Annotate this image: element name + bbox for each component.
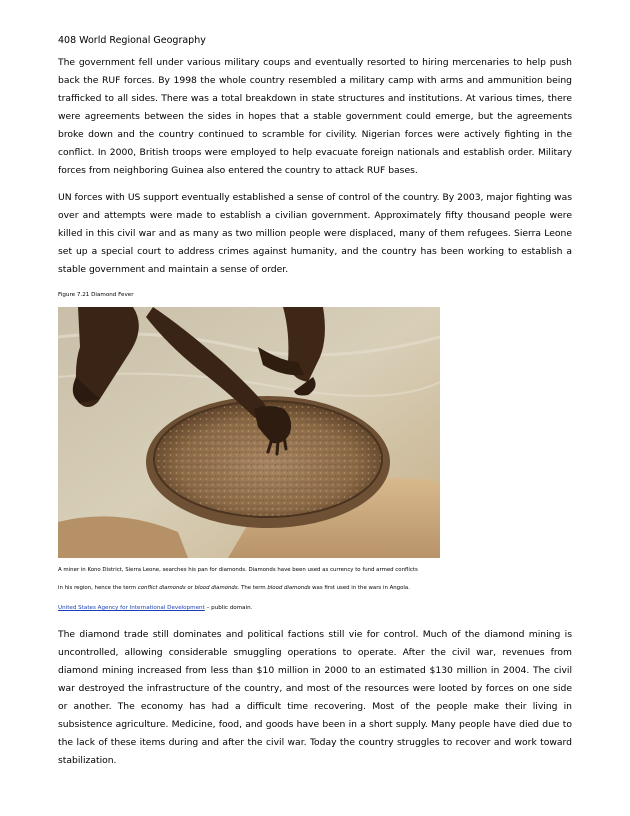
- figure-label: Figure 7.21 Diamond Fever: [58, 292, 134, 298]
- caption-term-blood-2: blood diamonds: [267, 585, 311, 591]
- caption-text-a: in his region, hence the term: [58, 585, 138, 591]
- caption-line-1: A miner in Kono District, Sierra Leone, searches his pan for diamonds. Diamonds have been used as currency to fund armed conflicts: [58, 567, 418, 573]
- paragraph-un-forces: UN forces with US support eventually established a sense of control of the country. By 2003, major fighting was over and attempts were made to establish a civilian government. Approximately fifty thousand people were killed in this civil war and as many as two million people were displaced, many of them refugees. Sierra Leone set up a special court to address crimes against humanity, and the country has been working to establish a stable government and maintain a sense of order.: [58, 192, 572, 275]
- diamond-miner-photo: [58, 307, 440, 558]
- caption-text-b: or: [185, 585, 195, 591]
- credit-link[interactable]: United States Agency for International Development: [58, 605, 205, 611]
- paragraph-military-coups: The government fell under various military coups and eventually resorted to hiring mercenaries to help push back the RUF forces. By 1998 the whole country resembled a military camp with arms and ammunition being trafficked to all sides. There was a total breakdown in state structures and institutions. At various times, there were agreements between the sides in hopes that a stable government could emerge, but the agreements broke down and the country continued to scramble for civility. Nigerian forces were actively fighting in the conflict. In 2000, British troops were employed to help evacuate foreign nationals and establish order. Military forces from neighboring Guinea also entered the country to attack RUF bases.: [58, 57, 572, 176]
- paragraph-diamond-trade: The diamond trade still dominates and political factions still vie for control. Much of the diamond mining is uncontrolled, allowing considerable smuggling operations to operate. After the civil war, revenues from diamond mining increased from less than $10 million in 2000 to an estimated $130 million in 2004. The civil war destroyed the infrastructure of the country, and most of the resources were looted by forces on one side or another. The economy has had a difficult time recovering. Most of the people make their living in subsistence agriculture. Medicine, food, and goods have been in a short supply. Many people have died due to the lack of these items during and after the civil war. Today the country struggles to recover and work toward stabilization.: [58, 629, 572, 766]
- caption-term-conflict: conflict diamonds: [137, 585, 186, 591]
- figure-credit: [58, 604, 572, 612]
- caption-line-2: [58, 579, 572, 597]
- running-head: 408 World Regional Geography: [58, 35, 206, 46]
- caption-text-d: was first used in the wars in Angola.: [310, 585, 410, 591]
- figure-caption: [58, 561, 572, 597]
- caption-term-blood: blood diamonds: [194, 585, 238, 591]
- caption-text-c: . The term: [237, 585, 268, 591]
- document-page: [58, 34, 572, 770]
- credit-license: – public domain.: [204, 605, 253, 611]
